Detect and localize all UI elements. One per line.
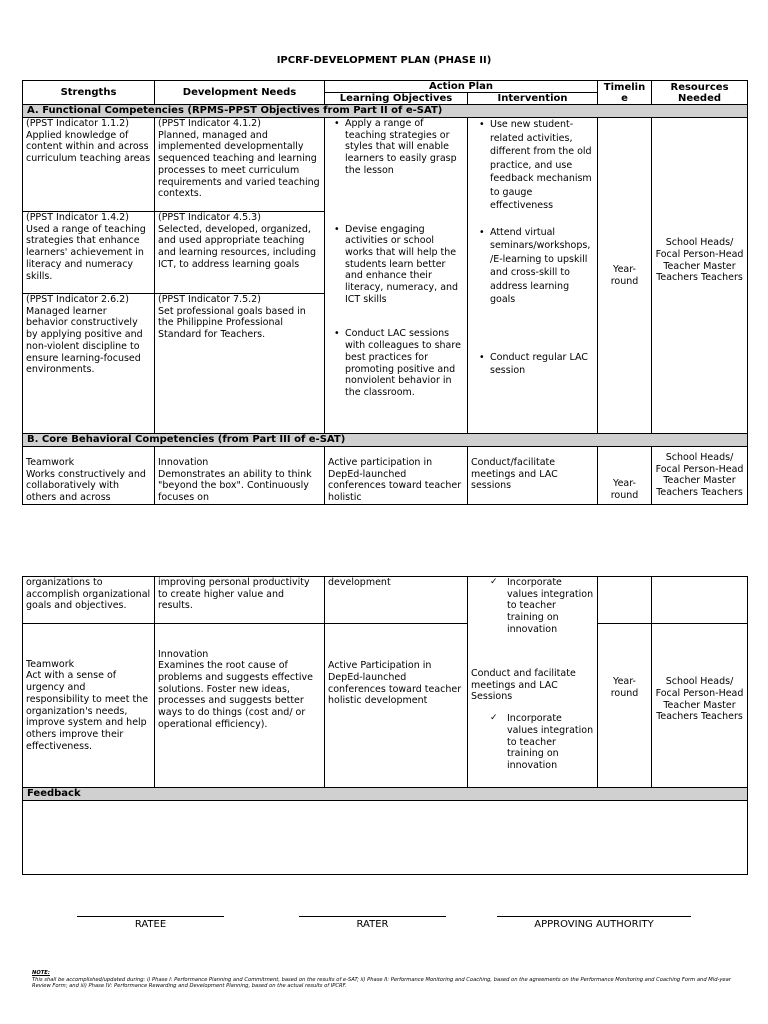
intervention-item: • Use new student-related activities, different from the old practice, and use feedback mechanism to gauge effectiveness <box>490 118 594 213</box>
intervention-check-item: ✓ Incorporate values integration to teacher training on innovation <box>507 713 594 772</box>
resources-cell <box>652 577 748 624</box>
objective-item: • Devise engaging activities or school works that will help the students learn better and enhance their literacy, numeracy, and ICT skills <box>345 224 464 306</box>
development-need-cell: improving personal productivity to create higher value and results. <box>155 577 325 624</box>
objective-item: • Apply a range of teaching strategies or styles that will enable learners to easily grasp the lesson <box>345 118 464 177</box>
learning-objective-cell: Active Participation in DepEd-launched conferences toward teacher holistic development <box>325 624 468 788</box>
resources-cell: School Heads/ Focal Person-Head Teacher Master Teachers Teachers <box>652 624 748 788</box>
ratee-label: RATEE <box>134 919 167 930</box>
intervention-cell <box>468 577 598 788</box>
header-development-needs: Development Needs <box>155 81 325 105</box>
development-plan-table-continued <box>22 576 748 875</box>
intervention-item: • Attend virtual seminars/workshops, /E-learning to upskill and cross-skill to address learning goals <box>490 226 594 307</box>
section-a-title: A. Functional Competencies (RPMS-PPST Objectives from Part II of e-SAT) <box>23 105 748 118</box>
approving-authority-label: APPROVING AUTHORITY <box>534 919 654 930</box>
intervention-item: • Conduct regular LAC session <box>490 351 594 378</box>
strength-cell: (PPST Indicator 1.4.2) Used a range of teaching strategies that enhance learners' achievement in literacy and numeracy skills. <box>23 212 155 294</box>
page-title: IPCRF-DEVELOPMENT PLAN (PHASE II) <box>276 55 492 66</box>
note-text: This shall be accomplished/updated during: i) Phase I: Performance Planning and Commitment, based on the results of e-SAT; ii) Phase II: Performance Monitoring and Coaching, based on the agreements on the Performance Monitoring and Coaching Form and Mid-year Review Form; and iii) Phase IV: Performance Rewarding and Development Planning, based on the actual results of IPCRF. <box>32 976 731 989</box>
resources-cell: School Heads/ Focal Person-Head Teacher Master Teachers Teachers <box>652 447 748 505</box>
learning-objective-cell: development <box>325 577 468 624</box>
header-timeline: Timeline <box>598 81 652 105</box>
header-intervention: Intervention <box>468 93 598 105</box>
learning-objective-cell: Active participation in DepEd-launched conferences toward teacher holistic <box>325 447 468 505</box>
strength-cell: Teamwork Works constructively and collaboratively with others and across <box>23 447 155 505</box>
learning-objectives-cell <box>325 118 468 434</box>
timeline-cell: Year-round <box>598 118 652 434</box>
development-need-cell: Innovation Demonstrates an ability to think "beyond the box". Continuously focuses on <box>155 447 325 505</box>
approving-authority-signature-line <box>497 916 691 930</box>
note-label: NOTE: <box>32 970 50 976</box>
feedback-area <box>23 801 748 875</box>
development-need-cell: (PPST Indicator 4.1.2) Planned, managed and implemented developmentally sequenced teaching and learning processes to meet curriculum requirements and varied teaching contexts. <box>155 118 325 212</box>
header-strengths: Strengths <box>23 81 155 105</box>
intervention-cell: Conduct/facilitate meetings and LAC sessions <box>468 447 598 505</box>
intervention-check-item: ✓ Incorporate values integration to teacher training on innovation <box>507 577 594 636</box>
strength-cell: (PPST Indicator 2.6.2) Managed learner behavior constructively by applying positive and non-violent discipline to ensure learning-focused environments. <box>23 294 155 434</box>
rater-signature-line <box>299 916 446 930</box>
timeline-cell <box>598 577 652 624</box>
timeline-cell: Year-round <box>598 447 652 505</box>
development-plan-table <box>22 80 748 505</box>
header-learning-objectives: Learning Objectives <box>325 93 468 105</box>
ratee-signature-line <box>77 916 224 930</box>
feedback-label: Feedback <box>23 788 748 801</box>
intervention-text: Conduct and facilitate meetings and LAC Sessions <box>471 668 576 703</box>
development-need-cell: (PPST Indicator 4.5.3) Selected, developed, organized, and used appropriate teaching and learning resources, including ICT, to address learning goals <box>155 212 325 294</box>
strength-cell: (PPST Indicator 1.1.2) Applied knowledge of content within and across curriculum teaching areas <box>23 118 155 212</box>
development-need-cell: (PPST Indicator 7.5.2) Set professional goals based in the Philippine Professional Standard for Teachers. <box>155 294 325 434</box>
rater-label: RATER <box>356 919 389 930</box>
timeline-cell: Year-round <box>598 624 652 788</box>
strength-cell: Teamwork Act with a sense of urgency and responsibility to meet the organization's needs, improve system and help others improve their effectiveness. <box>23 624 155 788</box>
objective-item: • Conduct LAC sessions with colleagues to share best practices for promoting positive and nonviolent behavior in the classroom. <box>345 328 464 398</box>
strength-cell: organizations to accomplish organizational goals and objectives. <box>23 577 155 624</box>
resources-cell: School Heads/ Focal Person-Head Teacher Master Teachers Teachers <box>652 118 748 434</box>
header-action-plan: Action Plan <box>325 81 598 93</box>
header-resources-needed: Resources Needed <box>652 81 748 105</box>
section-b-title: B. Core Behavioral Competencies (from Part III of e-SAT) <box>23 434 748 447</box>
development-need-cell: Innovation Examines the root cause of problems and suggests effective solutions. Foster new ideas, processes and suggests better ways to do things (cost and/ or operational efficiency). <box>155 624 325 788</box>
footnote <box>32 970 737 990</box>
intervention-cell <box>468 118 598 434</box>
